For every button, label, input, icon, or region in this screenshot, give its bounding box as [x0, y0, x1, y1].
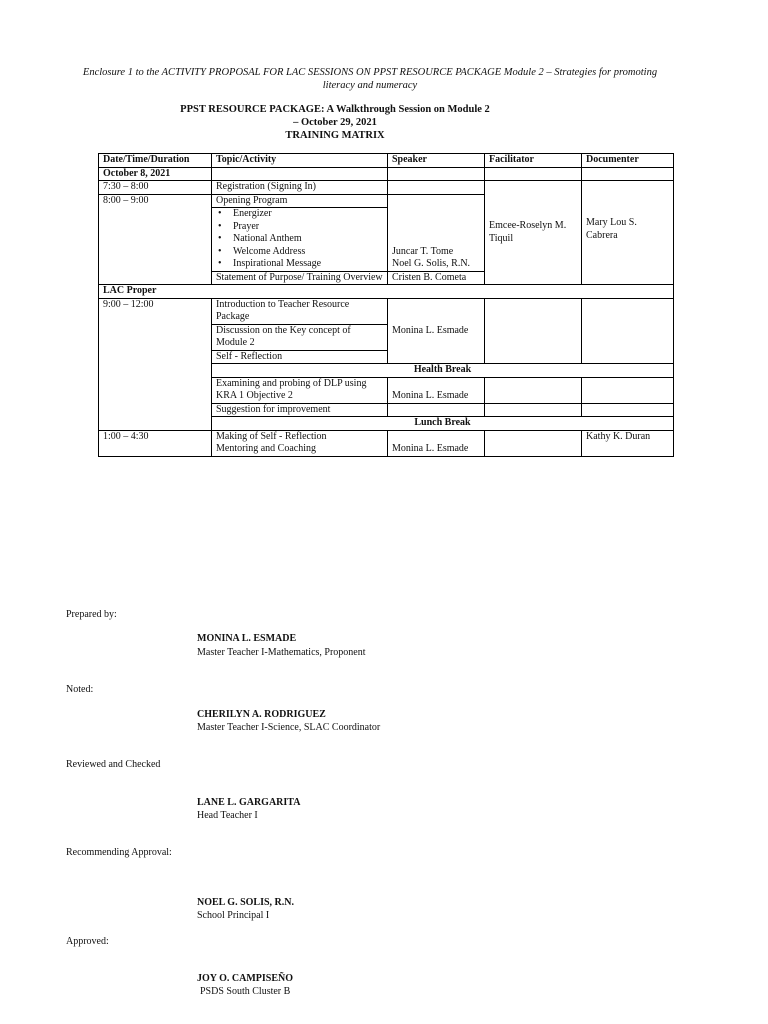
- signatory-role: Master Teacher I-Mathematics, Proponent: [197, 647, 366, 658]
- title-line-3: TRAINING MATRIX: [285, 130, 385, 141]
- activity-cell: Introduction to Teacher Resource Package: [212, 298, 388, 324]
- speaker-name: Juncar T. Tome: [392, 245, 454, 257]
- list-item: • National Anthem: [216, 233, 383, 246]
- signatory-role: School Principal I: [197, 910, 270, 921]
- time-cell: 8:00 – 9:00: [99, 194, 212, 285]
- activity-cell: Discussion on the Key concept of Module 2: [212, 324, 388, 350]
- title-line-1: PPST RESOURCE PACKAGE: A Walkthrough Session on Module 2: [180, 104, 490, 115]
- noted-label: Noted:: [66, 684, 94, 695]
- signatory-name: MONINA L. ESMADE: [197, 633, 297, 644]
- table-row: [99, 298, 674, 324]
- list-item: • Welcome Address: [216, 246, 383, 259]
- program-list: [216, 208, 383, 271]
- header-facilitator: Facilitator: [485, 154, 582, 168]
- signatory-role: PSDS South Cluster B: [200, 986, 291, 997]
- list-item: • Inspirational Message: [216, 258, 383, 271]
- date-cell: October 8, 2021: [99, 167, 212, 181]
- activity-line: Mentoring and Coaching: [216, 443, 316, 454]
- activity-cell: Examining and probing of DLP using KRA 1 Objective 2: [212, 377, 388, 403]
- speaker-cell: [388, 194, 485, 271]
- time-cell: 7:30 – 8:00: [99, 181, 212, 195]
- activity-cell: [212, 430, 388, 456]
- section-heading: LAC Proper: [99, 285, 674, 299]
- activity-cell: Suggestion for improvement: [212, 403, 388, 417]
- activity-cell: Opening Program: [212, 194, 388, 208]
- table-row: [99, 181, 674, 195]
- signatory-role: Head Teacher I: [197, 810, 258, 821]
- list-item: • Prayer: [216, 221, 383, 234]
- speaker-cell: Monina L. Esmade: [388, 298, 485, 364]
- title-line-2: – October 29, 2021: [293, 117, 377, 128]
- enclosure-note: [60, 66, 680, 92]
- documenter-name: Mary Lou S. Cabrera: [586, 217, 637, 241]
- signatory-name: LANE L. GARGARITA: [197, 797, 301, 808]
- program-list-cell: [212, 208, 388, 272]
- signatory-name: JOY O. CAMPISEÑO: [197, 973, 294, 984]
- speaker-cell: Cristen B. Cometa: [388, 271, 485, 285]
- speaker-name: Noel G. Solis, R.N.: [392, 258, 471, 269]
- activity-cell: Statement of Purpose/ Training Overview: [212, 271, 388, 285]
- recommending-label: Recommending Approval:: [66, 847, 172, 858]
- reviewed-label: Reviewed and Checked: [66, 759, 161, 770]
- training-matrix-table: [98, 153, 674, 457]
- time-cell: 9:00 – 12:00: [99, 298, 212, 430]
- table-row: [99, 285, 674, 299]
- approved-label: Approved:: [66, 936, 109, 947]
- activity-cell: Self - Reflection: [212, 350, 388, 364]
- signatory-name: CHERILYN A. RODRIGUEZ: [197, 709, 326, 720]
- table-row: [99, 167, 674, 181]
- facilitator-cell: Emcee-Roselyn M. Tiquil: [485, 181, 582, 285]
- time-cell: 1:00 – 4:30: [99, 430, 212, 456]
- signatory-name: NOEL G. SOLIS, R.N.: [197, 897, 294, 908]
- documenter-cell: Kathy K. Duran: [582, 430, 674, 456]
- break-row: Lunch Break: [212, 417, 674, 431]
- signatory-role: Master Teacher I-Science, SLAC Coordinator: [197, 722, 381, 733]
- table-header-row: [99, 154, 674, 168]
- header-date: Date/Time/Duration: [99, 154, 212, 168]
- header-topic: Topic/Activity: [212, 154, 388, 168]
- break-row: Health Break: [212, 364, 674, 378]
- enclosure-line-1: Enclosure 1 to the ACTIVITY PROPOSAL FOR LAC SESSIONS ON PPST RESOURCE PACKAGE Module 2 – Strategies for promoting: [82, 67, 658, 78]
- header-speaker: Speaker: [388, 154, 485, 168]
- activity-line: Making of Self - Reflection: [216, 430, 327, 442]
- documenter-cell: [582, 181, 674, 285]
- table-row: [99, 430, 674, 456]
- document-title: [150, 103, 520, 142]
- header-documenter: Documenter: [582, 154, 674, 168]
- speaker-cell: Monina L. Esmade: [388, 430, 485, 456]
- list-item: • Energizer: [216, 208, 383, 221]
- enclosure-line-2: literacy and numeracy: [322, 80, 418, 91]
- speaker-cell: Monina L. Esmade: [388, 377, 485, 403]
- prepared-by-label: Prepared by:: [66, 609, 117, 620]
- activity-cell: Registration (Signing In): [212, 181, 388, 195]
